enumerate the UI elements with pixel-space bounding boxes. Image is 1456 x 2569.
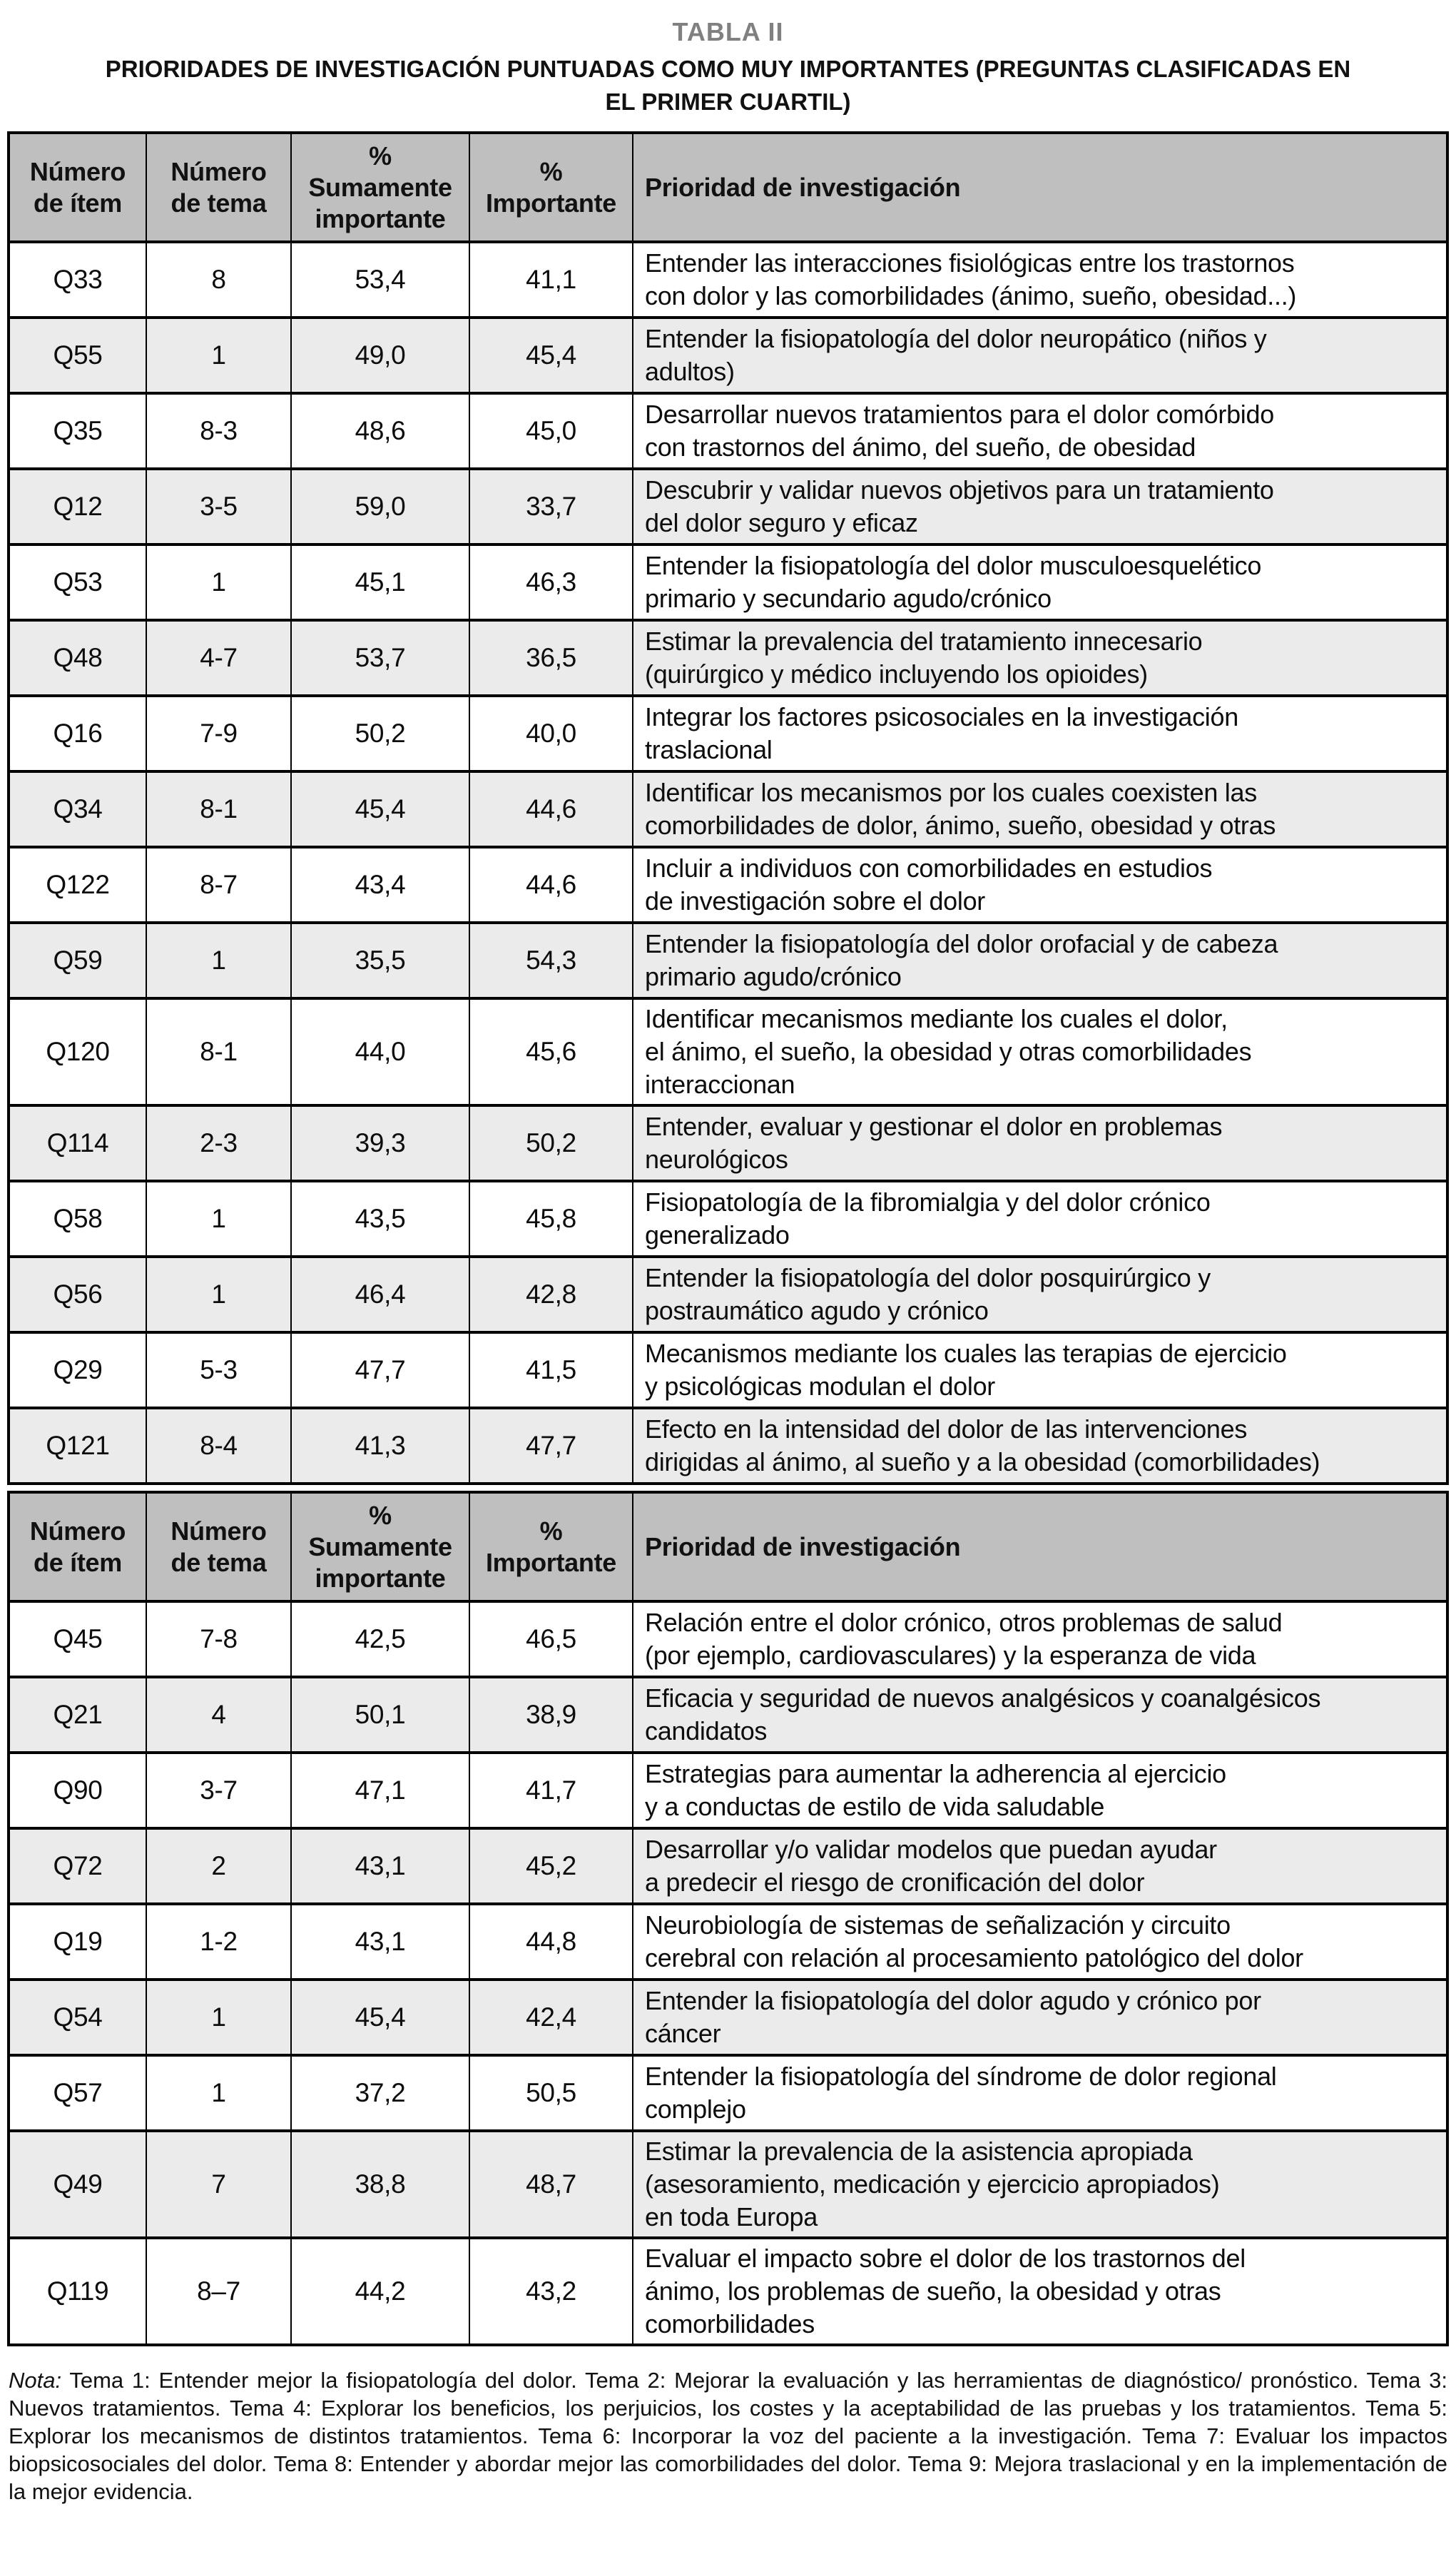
col-header-research-priority: Prioridad de investigación [633,133,1447,242]
cell-important: 41,7 [469,1753,633,1828]
cell-item-number: Q120 [9,998,146,1105]
cell-important: 45,2 [469,1828,633,1904]
table-title: TABLA II [672,17,784,46]
table-row [9,242,1447,318]
cell-research-priority: Entender las interacciones fisiológicas entre los trastornos con dolor y las comorbilidades (ánimo, sueño, obesidad...) [633,242,1447,318]
footnote-label: Nota: [9,2368,62,2393]
cell-extremely-important: 43,1 [291,1904,469,1980]
cell-research-priority: Entender la fisiopatología del dolor orofacial y de cabeza primario agudo/crónico [633,923,1447,998]
table-row [9,1753,1447,1828]
cell-theme-number: 1 [146,1181,291,1257]
cell-item-number: Q54 [9,1980,146,2055]
table-row [9,620,1447,696]
cell-extremely-important: 59,0 [291,469,469,544]
cell-extremely-important: 45,4 [291,1980,469,2055]
table-footnote [9,2366,1447,2505]
cell-theme-number: 1 [146,1980,291,2055]
cell-item-number: Q90 [9,1753,146,1828]
cell-item-number: Q12 [9,469,146,544]
table-row [9,393,1447,469]
cell-item-number: Q33 [9,242,146,318]
cell-research-priority: Entender la fisiopatología del dolor agudo y crónico por cáncer [633,1980,1447,2055]
cell-extremely-important: 46,4 [291,1257,469,1332]
col-header-item-number: Número de ítem [9,1492,146,1601]
cell-item-number: Q114 [9,1105,146,1181]
cell-extremely-important: 50,1 [291,1677,469,1753]
cell-research-priority: Entender la fisiopatología del síndrome de dolor regional complejo [633,2055,1447,2131]
cell-theme-number: 8-7 [146,847,291,923]
cell-important: 46,5 [469,1601,633,1677]
cell-extremely-important: 44,0 [291,998,469,1105]
cell-important: 38,9 [469,1677,633,1753]
cell-item-number: Q59 [9,923,146,998]
cell-theme-number: 8-3 [146,393,291,469]
cell-research-priority: Entender la fisiopatología del dolor posquirúrgico y postraumático agudo y crónico [633,1257,1447,1332]
cell-theme-number: 8-1 [146,771,291,847]
cell-extremely-important: 42,5 [291,1601,469,1677]
cell-theme-number: 7 [146,2131,291,2238]
cell-item-number: Q55 [9,318,146,393]
table-row [9,998,1447,1105]
header-row [9,1492,1447,1601]
cell-extremely-important: 47,7 [291,1332,469,1408]
cell-important: 41,5 [469,1332,633,1408]
cell-theme-number: 1-2 [146,1904,291,1980]
cell-research-priority: Entender, evaluar y gestionar el dolor en problemas neurológicos [633,1105,1447,1181]
cell-important: 45,6 [469,998,633,1105]
table-row [9,923,1447,998]
cell-important: 42,8 [469,1257,633,1332]
cell-important: 41,1 [469,242,633,318]
cell-theme-number: 3-7 [146,1753,291,1828]
table-row [9,544,1447,620]
cell-research-priority: Identificar mecanismos mediante los cuales el dolor, el ánimo, el sueño, la obesidad y otras comorbilidades interaccionan [633,998,1447,1105]
cell-theme-number: 8 [146,242,291,318]
cell-theme-number: 8–7 [146,2238,291,2345]
cell-theme-number: 2-3 [146,1105,291,1181]
cell-theme-number: 8-4 [146,1408,291,1484]
cell-theme-number: 7-8 [146,1601,291,1677]
cell-theme-number: 1 [146,318,291,393]
cell-theme-number: 4 [146,1677,291,1753]
table-row [9,318,1447,393]
cell-item-number: Q48 [9,620,146,696]
cell-important: 44,6 [469,771,633,847]
table-row [9,1601,1447,1677]
cell-item-number: Q122 [9,847,146,923]
cell-item-number: Q58 [9,1181,146,1257]
cell-research-priority: Mecanismos mediante los cuales las terapias de ejercicio y psicológicas modulan el dolor [633,1332,1447,1408]
cell-extremely-important: 48,6 [291,393,469,469]
footnote-text: Tema 1: Entender mejor la fisiopatología del dolor. Tema 2: Mejorar la evaluación y las herramientas de diagnóstico/ pronóstico. Tema 3: Nuevos tratamientos. Tema 4: Explorar los beneficios, los perjuicios, los costes y la aceptabilidad de las pruebas y los tratamientos. Tema 5: Explorar los mecanismos de distintos tratamientos. Tema 6: Incorporar la voz del paciente a la investigación. Tema 7: Evaluar los impactos biopsicosociales del dolor. Tema 8: Entender y abordar mejor las comorbilidades del dolor. Tema 9: Mejora traslacional y en la implementación de la mejor evidencia. [9,2368,1447,2504]
cell-extremely-important: 53,4 [291,242,469,318]
cell-extremely-important: 44,2 [291,2238,469,2345]
cell-important: 44,6 [469,847,633,923]
cell-important: 46,3 [469,544,633,620]
cell-research-priority: Estimar la prevalencia del tratamiento innecesario (quirúrgico y médico incluyendo los opioides) [633,620,1447,696]
cell-theme-number: 1 [146,544,291,620]
table-row [9,469,1447,544]
table-row [9,1980,1447,2055]
col-header-item-number: Número de ítem [9,133,146,242]
cell-research-priority: Efecto en la intensidad del dolor de las intervenciones dirigidas al ánimo, al sueño y a la obesidad (comorbilidades) [633,1408,1447,1484]
cell-important: 36,5 [469,620,633,696]
cell-theme-number: 8-1 [146,998,291,1105]
cell-theme-number: 1 [146,923,291,998]
table-row [9,696,1447,771]
cell-extremely-important: 49,0 [291,318,469,393]
cell-extremely-important: 53,7 [291,620,469,696]
cell-research-priority: Integrar los factores psicosociales en la investigación traslacional [633,696,1447,771]
cell-item-number: Q35 [9,393,146,469]
cell-item-number: Q72 [9,1828,146,1904]
table-row [9,1257,1447,1332]
cell-theme-number: 3-5 [146,469,291,544]
cell-extremely-important: 35,5 [291,923,469,998]
cell-item-number: Q53 [9,544,146,620]
cell-theme-number: 4-7 [146,620,291,696]
priorities-table-part-2 [7,1491,1449,2346]
cell-extremely-important: 47,1 [291,1753,469,1828]
cell-item-number: Q34 [9,771,146,847]
cell-research-priority: Neurobiología de sistemas de señalización y circuito cerebral con relación al procesamiento patológico del dolor [633,1904,1447,1980]
cell-important: 50,2 [469,1105,633,1181]
cell-item-number: Q119 [9,2238,146,2345]
cell-extremely-important: 43,1 [291,1828,469,1904]
cell-extremely-important: 38,8 [291,2131,469,2238]
cell-research-priority: Fisiopatología de la fibromialgia y del dolor crónico generalizado [633,1181,1447,1257]
cell-item-number: Q49 [9,2131,146,2238]
cell-research-priority: Estimar la prevalencia de la asistencia apropiada (asesoramiento, medicación y ejercicio apropiados) en toda Europa [633,2131,1447,2238]
cell-research-priority: Evaluar el impacto sobre el dolor de los trastornos del ánimo, los problemas de sueño, la obesidad y otras comorbilidades [633,2238,1447,2345]
col-header-extremely-important: % Sumamente importante [291,1492,469,1601]
cell-extremely-important: 43,4 [291,847,469,923]
cell-extremely-important: 41,3 [291,1408,469,1484]
cell-important: 43,2 [469,2238,633,2345]
cell-extremely-important: 50,2 [291,696,469,771]
cell-theme-number: 2 [146,1828,291,1904]
table-row [9,1332,1447,1408]
cell-item-number: Q121 [9,1408,146,1484]
cell-extremely-important: 37,2 [291,2055,469,2131]
cell-theme-number: 7-9 [146,696,291,771]
table-row [9,2131,1447,2238]
table-row [9,1904,1447,1980]
table-row [9,1828,1447,1904]
cell-research-priority: Desarrollar y/o validar modelos que puedan ayudar a predecir el riesgo de cronificación del dolor [633,1828,1447,1904]
table-row [9,1677,1447,1753]
cell-item-number: Q19 [9,1904,146,1980]
cell-item-number: Q57 [9,2055,146,2131]
cell-important: 48,7 [469,2131,633,2238]
cell-extremely-important: 45,4 [291,771,469,847]
cell-important: 45,0 [469,393,633,469]
cell-important: 42,4 [469,1980,633,2055]
table-row [9,847,1447,923]
cell-important: 45,8 [469,1181,633,1257]
cell-important: 40,0 [469,696,633,771]
table-row [9,1181,1447,1257]
cell-research-priority: Estrategias para aumentar la adherencia al ejercicio y a conductas de estilo de vida saludable [633,1753,1447,1828]
cell-item-number: Q29 [9,1332,146,1408]
priorities-table-part-1 [7,131,1449,1485]
cell-research-priority: Descubrir y validar nuevos objetivos para un tratamiento del dolor seguro y eficaz [633,469,1447,544]
col-header-important: % Importante [469,1492,633,1601]
cell-theme-number: 1 [146,1257,291,1332]
cell-item-number: Q45 [9,1601,146,1677]
cell-extremely-important: 45,1 [291,544,469,620]
cell-theme-number: 1 [146,2055,291,2131]
cell-important: 45,4 [469,318,633,393]
cell-important: 50,5 [469,2055,633,2131]
cell-research-priority: Entender la fisiopatología del dolor neuropático (niños y adultos) [633,318,1447,393]
cell-research-priority: Incluir a individuos con comorbilidades en estudios de investigación sobre el dolor [633,847,1447,923]
col-header-theme-number: Número de tema [146,133,291,242]
table-row [9,2055,1447,2131]
cell-research-priority: Entender la fisiopatología del dolor musculoesquelético primario y secundario agudo/crónico [633,544,1447,620]
cell-research-priority: Eficacia y seguridad de nuevos analgésicos y coanalgésicos candidatos [633,1677,1447,1753]
cell-research-priority: Relación entre el dolor crónico, otros problemas de salud (por ejemplo, cardiovasculares) y la esperanza de vida [633,1601,1447,1677]
cell-research-priority: Desarrollar nuevos tratamientos para el dolor comórbido con trastornos del ánimo, del sueño, de obesidad [633,393,1447,469]
cell-item-number: Q16 [9,696,146,771]
cell-important: 47,7 [469,1408,633,1484]
col-header-extremely-important: % Sumamente importante [291,133,469,242]
table-row [9,1105,1447,1181]
col-header-important: % Importante [469,133,633,242]
col-header-research-priority: Prioridad de investigación [633,1492,1447,1601]
cell-important: 44,8 [469,1904,633,1980]
table-row [9,771,1447,847]
cell-item-number: Q21 [9,1677,146,1753]
cell-theme-number: 5-3 [146,1332,291,1408]
cell-important: 54,3 [469,923,633,998]
cell-important: 33,7 [469,469,633,544]
table-row [9,2238,1447,2345]
col-header-theme-number: Número de tema [146,1492,291,1601]
cell-research-priority: Identificar los mecanismos por los cuales coexisten las comorbilidades de dolor, ánimo, sueño, obesidad y otras [633,771,1447,847]
cell-item-number: Q56 [9,1257,146,1332]
header-row [9,133,1447,242]
cell-extremely-important: 43,5 [291,1181,469,1257]
table-subtitle: PRIORIDADES DE INVESTIGACIÓN PUNTUADAS COMO MUY IMPORTANTES (PREGUNTAS CLASIFICADAS EN EL PRIMER CUARTIL) [105,56,1351,115]
table-row [9,1408,1447,1484]
cell-extremely-important: 39,3 [291,1105,469,1181]
